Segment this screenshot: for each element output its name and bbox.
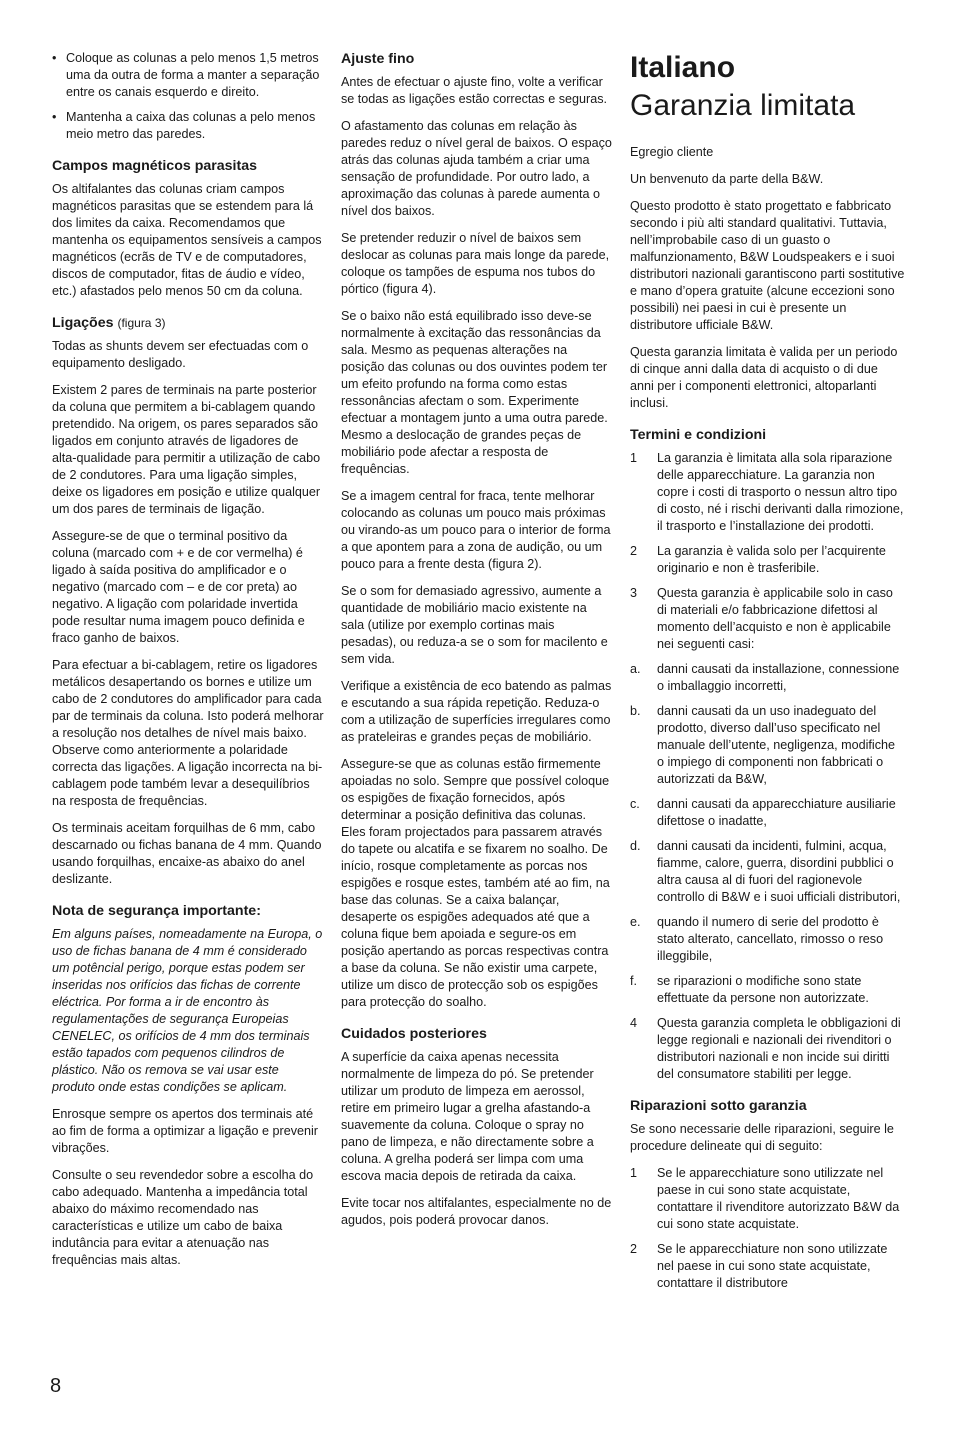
bullet-item: • Coloque as colunas a pelo menos 1,5 metros uma da outra de forma a manter a separação entre os canais esquerdo e direito. — [52, 50, 324, 101]
paragraph: Se pretender reduzir o nível de baixos sem deslocar as colunas para mais longe da parede, coloque os tampões de espuma nos tubos do pórtico (figura 4). — [341, 231, 610, 296]
column-1 — [52, 50, 324, 1279]
paragraph: Egregio cliente — [630, 145, 714, 159]
list-marker: e. — [630, 915, 641, 929]
page-number: 8 — [50, 1375, 62, 1397]
column-2 — [341, 50, 613, 1239]
heading-ajuste: Ajuste fino — [341, 51, 415, 67]
terms-list — [630, 450, 905, 1083]
paragraph: Questa garanzia limitata è valida per un periodo di cinque anni dalla data di acquisto o di due anni per i componenti elettronici, altoparlanti inclusi. — [630, 345, 898, 410]
heading-riparazioni: Riparazioni sotto garanzia — [630, 1098, 807, 1114]
paragraph: Assegure-se que as colunas estão firmemente apoiadas no solo. Sempre que possível coloque os espigões de fixação fornecidos, após determinar a posição definitiva das colunas. Eles foram projectados para passarem através do tapete ou alcatifa e se fixarem no soalho. De início, rosque completamente as porcas nos espigões e rosque estes, também até ao fim, na base das colunas. Se a caixa balançar, desaperte os espigões adequados até que a coluna fique bem apoiada e segure-os em posição apertando as porcas respectivas contra a base da coluna. Se não existir uma carpete, utilize um disco de protecção sob os espigões para protecção do soalho. — [341, 757, 610, 1009]
repairs-list — [630, 1165, 905, 1292]
paragraph: Enrosque sempre os apertos dos terminais até ao fim de forma a optimizar a ligação e prevenir vibrações. — [52, 1107, 318, 1155]
heading-ligacoes — [52, 314, 324, 332]
list-item — [630, 703, 905, 788]
list-text: Se le apparecchiature sono utilizzate nel paese in cui sono state acquistate, contattare il rivenditore autorizzato B&W da cui sono state acquistate. — [657, 1166, 900, 1231]
paragraph: Assegure-se de que o terminal positivo da coluna (marcado com + e de cor vermelha) é ligado à saída positiva do amplificador e o negativo (marcado com – e de cor preta) ao negativo. A ligação com polaridade invertida pode resultar numa imagem pouco definida e fraco ganho de baixos. — [52, 529, 305, 645]
list-item — [630, 914, 905, 965]
list-item — [630, 838, 905, 906]
paragraph: Os altifalantes das colunas criam campos magnéticos parasitas que se estendem para lá dos limites da caixa. Recomendamos que mantenha os equipamentos sensíveis a campos magnéticos (ecrãs de TV e de computadores, discos de computador, fitas de áudio e vídeo, etc.) afastados pelo menos 50 cm da coluna. — [52, 182, 322, 298]
list-text: Se le apparecchiature non sono utilizzate nel paese in cui sono state acquistate, contattare il distributore — [657, 1242, 888, 1290]
paragraph: Questo prodotto è stato progettato e fabbricato secondo i più alti standard qualitativi. Tuttavia, nell’improbabile caso di un guasto o malfunzionamento, B&W Loudspeakers e i suoi distributori nazionali garantiscono parti sostitutive e mano d’opera gratuite (alcune eccezioni sono possibili) nei paesi in cui è presente un distributore ufficiale B&W. — [630, 199, 905, 332]
list-item — [630, 1165, 905, 1233]
list-item — [630, 796, 905, 830]
paragraph: A superfície da caixa apenas necessita normalmente de limpeza do pó. Se pretender utilizar um produto de limpeza em aerossol, retire em primeiro lugar a grelha afastando-a suavemente da coluna. Coloque o spray no pano de limpeza, e não directamente sobre a coluna. A grelha poderá ser limpa com uma escova macia depois de retirada da caixa. — [341, 1050, 594, 1183]
list-item — [630, 973, 905, 1007]
paragraph: Todas as shunts devem ser efectuadas com o equipamento desligado. — [52, 339, 309, 370]
section-title: Garanzia limitata — [630, 89, 856, 122]
list-marker: d. — [630, 839, 641, 853]
list-text: se riparazioni o modifiche sono state effettuate da persone non autorizzate. — [657, 974, 869, 1005]
list-marker: 3 — [630, 586, 638, 600]
paragraph: O afastamento das colunas em relação às paredes reduz o nível geral de baixos. O espaço atrás das colunas ajuda também a criar uma sensação de profundidade. Por outro lado, a aproximação das colunas à parede aumenta o nível dos baixos. — [341, 119, 612, 218]
heading-campos: Campos magnéticos parasitas — [52, 158, 258, 174]
paragraph: Para efectuar a bi-cablagem, retire os ligadores metálicos desapertando os bornes e utilize um cabo de 2 condutores do amplificador para cada par de terminais da coluna. Isto poderá melhorar a resolução nos detalhes de nível mais baixo. Observe como anteriormente a polaridade correcta das ligações. A ligação incorrecta na bi-cablagem pode também levar a desequilíbrios na resposta de frequências. — [52, 658, 324, 808]
list-marker: a. — [630, 662, 641, 676]
paragraph: Verifique a existência de eco batendo as palmas e escutando a sua rápida repetição. Reduza-o com a utilização de superfícies irregulares como as prateleiras e grandes peças de mobiliário. — [341, 679, 612, 744]
list-item — [630, 543, 905, 577]
list-marker: 4 — [630, 1016, 638, 1030]
paragraph: Antes de efectuar o ajuste fino, volte a verificar se todas as ligações estão correctas e seguras. — [341, 75, 608, 106]
safety-note: Em alguns países, nomeadamente na Europa, o uso de fichas banana de 4 mm é considerado um potêncial perigo, porque estas podem ser inseridas nos orifícios das fichas de corrente eléctrica. Por forma a ir de encontro às regulamentações de segurança Europeias CENELEC, os orifícios de 4 mm dos terminais estão tapados com pequenos cilindros de plástico. Não os remova se vai usar este produto onde estas condições se aplicam. — [52, 927, 323, 1094]
paragraph: Se a imagem central for fraca, tente melhorar colocando as colunas um pouco mais próximas ou virando-as um pouco para o interior de forma a que apontem para a zona de audição, ou um pouco para a frente desta (figura 2). — [341, 489, 611, 571]
heading-termini: Termini e condizioni — [630, 427, 767, 443]
paragraph: Existem 2 pares de terminais na parte posterior da coluna que permitem a bi-cablagem quando pretendido. Na origem, os pares separados são ligados em conjunto através de ligadores de alta-qualidade para permitir a utilização de cabo de 2 condutores. Para uma ligação simples, deixe os ligadores em posição e utilize qualquer um dos pares de terminais de ligação. — [52, 383, 321, 516]
list-marker: 1 — [630, 451, 638, 465]
paragraph: Consulte o seu revendedor sobre a escolha do cabo adequado. Mantenha a impedância total abaixo do máximo recomendado nas características e utilize um cabo de baixa indutância para evitar a atenuação nas frequências mais altas. — [52, 1168, 314, 1267]
heading-ligacoes-figure-ref: (figura 3) — [117, 316, 166, 330]
paragraph: Se o baixo não está equilibrado isso deve-se normalmente à excitação das ressonâncias da sala. Mesmo as pequenas alterações na posição das colunas ou dos ouvintes podem ter um efeito profundo na forma como estas ressonâncias afectam o som. Experimente efectuar a montagem junto a uma outra parede. Mesmo a deslocação de grandes peças de mobiliário pode afectar a resposta de frequências. — [341, 309, 608, 476]
list-item — [630, 585, 905, 653]
list-item — [630, 661, 905, 695]
list-marker: 1 — [630, 1166, 638, 1180]
paragraph: Os terminais aceitam forquilhas de 6 mm, cabo descarnado ou fichas banana de 4 mm. Quando usando forquilhas, encaixe-as abaixo do anel deslizante. — [52, 821, 322, 886]
list-marker: c. — [630, 797, 640, 811]
list-item — [630, 450, 905, 535]
list-text: quando il numero di serie del prodotto è stato alterato, cancellato, rimosso o reso illeggibile, — [657, 915, 884, 963]
list-marker: b. — [630, 704, 641, 718]
heading-nota: Nota de segurança importante: — [52, 903, 261, 919]
paragraph: Un benvenuto da parte della B&W. — [630, 172, 824, 186]
list-text: danni causati da apparecchiature ausiliarie difettose o inadatte, — [657, 797, 896, 828]
list-text: La garanzia è valida solo per l’acquirente originario e non è trasferibile. — [657, 544, 886, 575]
list-text: danni causati da installazione, connessione o imballaggio incorretti, — [657, 662, 900, 693]
list-text: Questa garanzia completa le obbligazioni di legge regionali e nazionali dei rivenditori o distributori nazionali e non incide sui diritti del consumatore stabiliti per legge. — [657, 1016, 901, 1081]
list-marker: 2 — [630, 544, 638, 558]
list-item — [630, 1015, 905, 1083]
paragraph: Se sono necessarie delle riparazioni, seguire le procedure delineate qui di seguito: — [630, 1122, 894, 1153]
placement-bullets — [52, 50, 324, 143]
list-marker: 2 — [630, 1242, 638, 1256]
paragraph: Se o som for demasiado agressivo, aumente a quantidade de mobiliário macio existente na sala (utilize por exemplo cortinas mais pesadas), ou reduza-a se o som for macilento e sem vida. — [341, 584, 608, 666]
list-item — [630, 1241, 905, 1292]
bullet-item: • Mantenha a caixa das colunas a pelo menos meio metro das paredes. — [52, 109, 324, 143]
list-text: danni causati da un uso inadeguato del prodotto, diverso dall’uso specificato nel manuale dell’utente, negligenza, modifiche o impiego di componenti non fabbricati o autorizzati da B&W, — [657, 704, 896, 786]
list-marker: f. — [630, 974, 637, 988]
list-text: Questa garanzia è applicabile solo in caso di materiali e/o fabbricazione difettosi al momento dell’acquisto e non è applicabile nei seguenti casi: — [657, 586, 893, 651]
language-title: Italiano — [630, 51, 736, 84]
heading-ligacoes-label: Ligações — [52, 315, 114, 331]
heading-cuidados: Cuidados posteriores — [341, 1026, 487, 1042]
paragraph: Evite tocar nos altifalantes, especialmente no de agudos, pois poderá provocar danos. — [341, 1196, 612, 1227]
column-3 — [630, 50, 905, 1302]
list-text: danni causati da incidenti, fulmini, acqua, fiamme, calore, guerra, disordini pubblici o altra causa al di fuori del ragionevole controllo di B&W e i suoi ufficiali distributori, — [657, 839, 901, 904]
list-text: La garanzia è limitata alla sola riparazione delle apparecchiature. La garanzia non copre i costi di trasporto o nessun altro tipo di costo, né i rischi derivanti dalla rimozione, il trasporto e l’installazione dei prodotti. — [657, 451, 904, 533]
